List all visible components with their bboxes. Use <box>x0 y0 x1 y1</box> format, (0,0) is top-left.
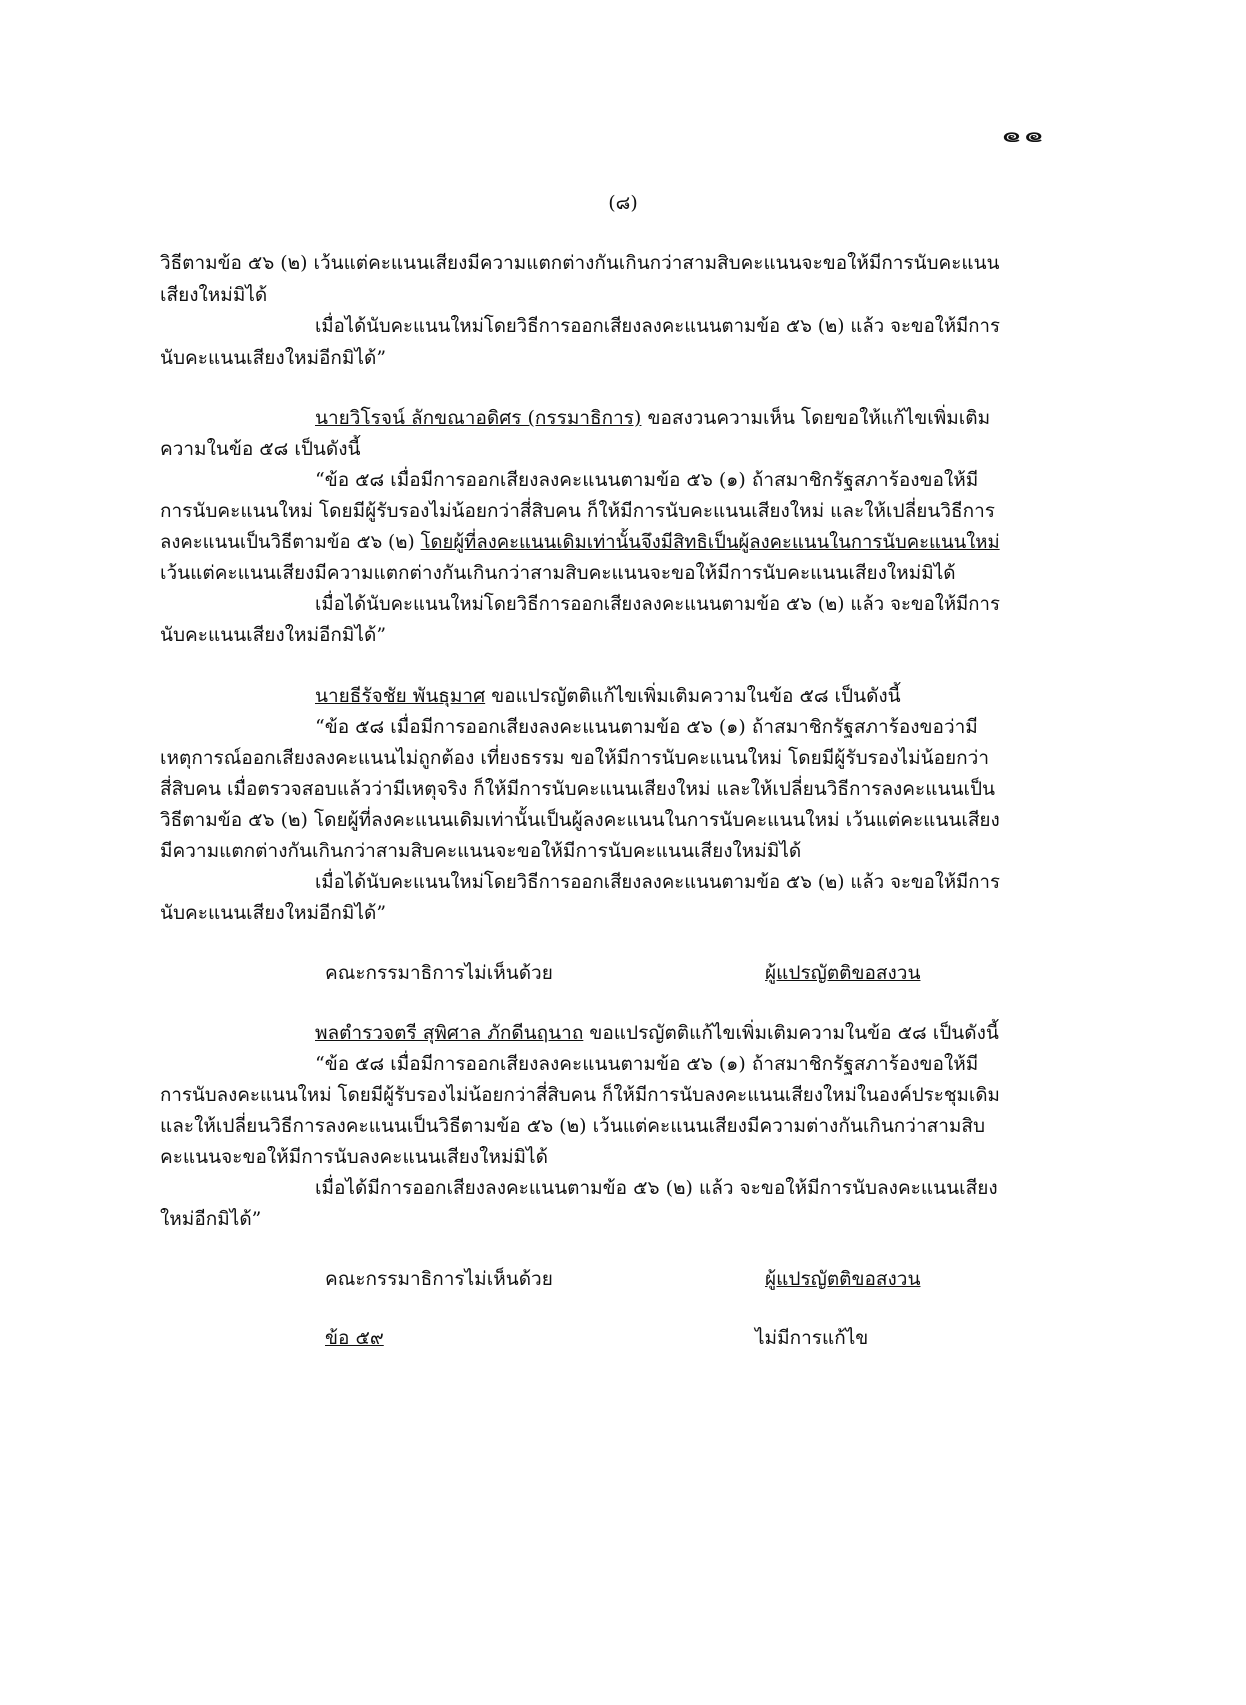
clause-status: ไม่มีการแก้ไข <box>755 1327 869 1349</box>
paragraph-line: “ข้อ ๕๘ เมื่อมีการออกเสียงลงคะแนนตามข้อ ๕๖ (๑) ถ้าสมาชิกรัฐสภาร้องขอให้มี <box>315 469 979 491</box>
reservation-label: ผู้แปรญัตติขอสงวน <box>765 1268 921 1290</box>
paragraph-line: เสียงใหม่มิได้ <box>160 284 268 306</box>
paragraph-line: มีความแตกต่างกันเกินกว่าสามสิบคะแนนจะขอให้มีการนับคะแนนเสียงใหม่มิได้ <box>160 840 802 862</box>
amendment-intro <box>315 683 901 709</box>
paragraph-line: วิธีตามข้อ ๕๖ (๒) โดยผู้ที่ลงคะแนนเดิมเท่านั้นเป็นผู้ลงคะแนนในการนับคะแนนใหม่ เว้นแต่คะแนนเสียง <box>160 809 1000 831</box>
paragraph-line: นับคะแนนเสียงใหม่อีกมิได้” <box>160 347 387 369</box>
paragraph-line: สี่สิบคน เมื่อตรวจสอบแล้วว่ามีเหตุจริง ก็ให้มีการนับคะแนนเสียงใหม่ และให้เปลี่ยนวิธีการลงคะแนนเป็น <box>160 778 995 800</box>
intro-text: ขอสงวนความเห็น โดยขอให้แก้ไขเพิ่มเติม <box>641 407 991 429</box>
paragraph-line: เมื่อได้มีการออกเสียงลงคะแนนตามข้อ ๕๖ (๒) แล้ว จะขอให้มีการนับลงคะแนนเสียง <box>315 1177 998 1199</box>
paragraph-line <box>160 529 1000 555</box>
inserted-text: โดยผู้ที่ลงคะแนนเดิมเท่านั้นจึงมีสิทธิเป็นผู้ลงคะแนนในการนับคะแนนใหม่ <box>420 531 1000 553</box>
paragraph-line: เมื่อได้นับคะแนนใหม่โดยวิธีการออกเสียงลงคะแนนตามข้อ ๕๖ (๒) แล้ว จะขอให้มีการ <box>315 315 1000 337</box>
section-marker: (๘) <box>608 192 638 214</box>
proposer-name: นายธีรัจชัย พันธุมาศ <box>315 685 486 707</box>
proposer-name: พลตำรวจตรี สุพิศาล ภักดีนฤนาถ <box>315 1022 584 1044</box>
paragraph-line: นับคะแนนเสียงใหม่อีกมิได้” <box>160 624 387 646</box>
clause-heading: ข้อ ๕๙ <box>325 1327 384 1349</box>
paragraph-line: การนับลงคะแนนใหม่ โดยมีผู้รับรองไม่น้อยกว่าสี่สิบคน ก็ให้มีการนับลงคะแนนเสียงใหม่ในองค์ประชุมเดิม <box>160 1084 1000 1106</box>
paragraph-line: เมื่อได้นับคะแนนใหม่โดยวิธีการออกเสียงลงคะแนนตามข้อ ๕๖ (๒) แล้ว จะขอให้มีการ <box>315 871 1000 893</box>
paragraph-line: คะแนนจะขอให้มีการนับลงคะแนนเสียงใหม่มิได้ <box>160 1146 548 1168</box>
amendment-intro <box>315 1020 999 1046</box>
line-text: ลงคะแนนเป็นวิธีตามข้อ ๕๖ (๒) <box>160 531 421 553</box>
paragraph-line: เมื่อได้นับคะแนนใหม่โดยวิธีการออกเสียงลงคะแนนตามข้อ ๕๖ (๒) แล้ว จะขอให้มีการ <box>315 593 1000 615</box>
paragraph-line: วิธีตามข้อ ๕๖ (๒) เว้นแต่คะแนนเสียงมีความแตกต่างกันเกินกว่าสามสิบคะแนนจะขอให้มีการนับคะแนน <box>160 252 1000 274</box>
paragraph-line: ใหม่อีกมิได้” <box>160 1208 262 1230</box>
paragraph-line: เว้นแต่คะแนนเสียงมีความแตกต่างกันเกินกว่าสามสิบคะแนนจะขอให้มีการนับคะแนนเสียงใหม่มิได้ <box>160 562 956 584</box>
proposer-name: นายวิโรจน์ ลักขณาอดิศร (กรรมาธิการ) <box>315 407 642 429</box>
paragraph-line: และให้เปลี่ยนวิธีการลงคะแนนเป็นวิธีตามข้อ ๕๖ (๒) เว้นแต่คะแนนเสียงมีความต่างกันเกินกว่าสามสิบ <box>160 1115 986 1137</box>
page-number: ๑๑ <box>1000 123 1045 147</box>
committee-opinion: คณะกรรมาธิการไม่เห็นด้วย <box>325 1268 553 1290</box>
paragraph-line: การนับคะแนนใหม่ โดยมีผู้รับรองไม่น้อยกว่าสี่สิบคน ก็ให้มีการนับคะแนนเสียงใหม่ และให้เปลี่ยนวิธีการ <box>160 500 995 522</box>
paragraph-line: นับคะแนนเสียงใหม่อีกมิได้” <box>160 902 387 924</box>
intro-text: ขอแปรญัตติแก้ไขเพิ่มเติมความในข้อ ๕๘ เป็นดังนี้ <box>485 685 901 707</box>
reservation-label: ผู้แปรญัตติขอสงวน <box>765 962 921 984</box>
paragraph-line: “ข้อ ๕๘ เมื่อมีการออกเสียงลงคะแนนตามข้อ ๕๖ (๑) ถ้าสมาชิกรัฐสภาร้องขอว่ามี <box>315 716 978 738</box>
paragraph-line: เหตุการณ์ออกเสียงลงคะแนนไม่ถูกต้อง เที่ยงธรรม ขอให้มีการนับคะแนนใหม่ โดยมีผู้รับรองไม่น้อยกว่า <box>160 747 990 769</box>
committee-opinion: คณะกรรมาธิการไม่เห็นด้วย <box>325 962 553 984</box>
paragraph-line: ความในข้อ ๕๘ เป็นดังนี้ <box>160 438 361 460</box>
intro-text: ขอแปรญัตติแก้ไขเพิ่มเติมความในข้อ ๕๘ เป็นดังนี้ <box>583 1022 999 1044</box>
amendment-intro <box>315 405 990 431</box>
paragraph-line: “ข้อ ๕๘ เมื่อมีการออกเสียงลงคะแนนตามข้อ ๕๖ (๑) ถ้าสมาชิกรัฐสภาร้องขอให้มี <box>315 1053 979 1075</box>
